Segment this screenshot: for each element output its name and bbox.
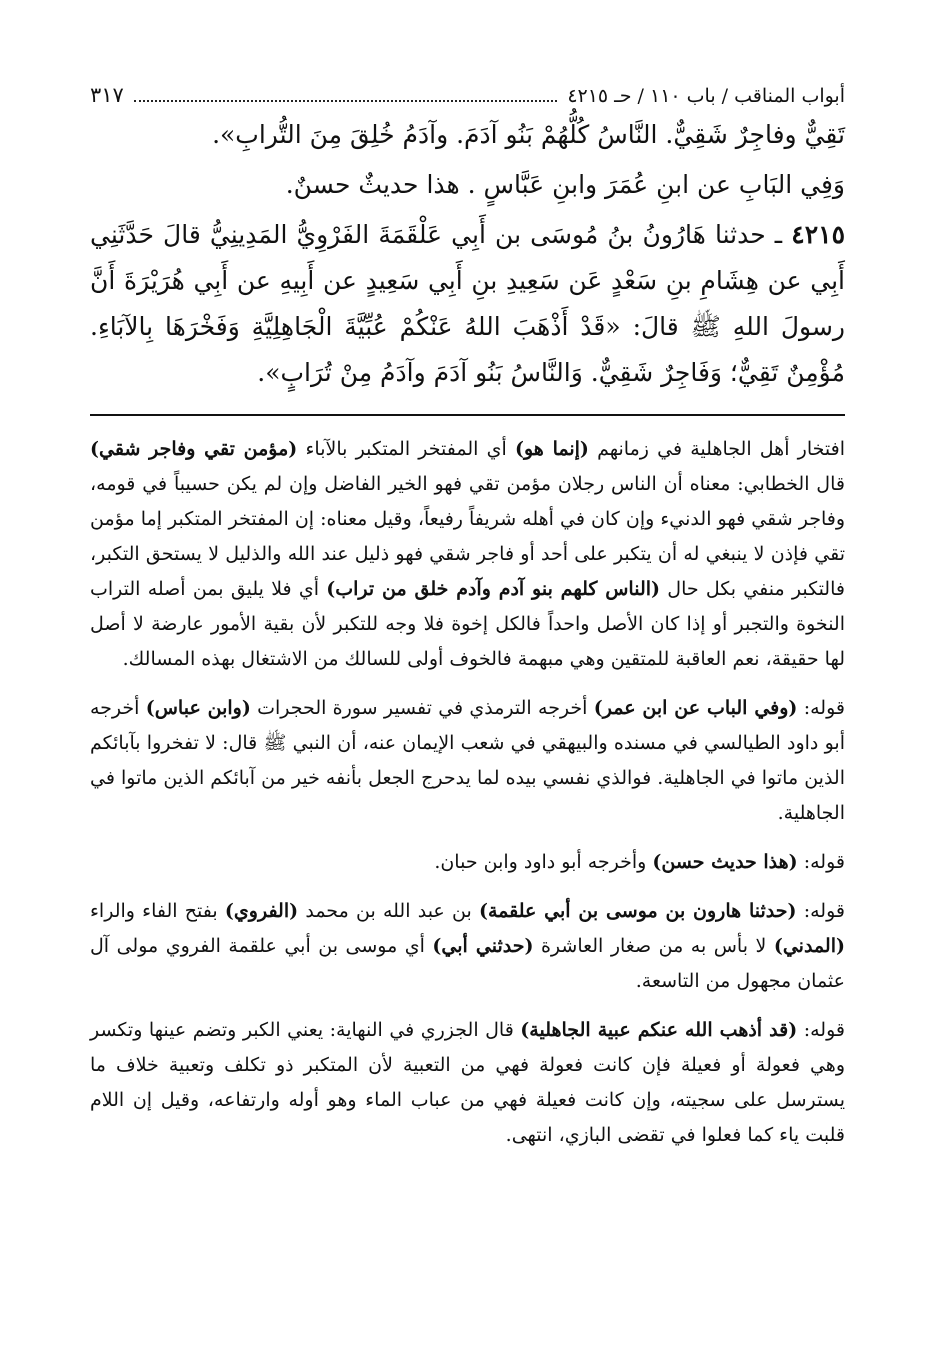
commentary-paragraph — [90, 691, 845, 831]
commentary-text: قوله: — [796, 900, 845, 922]
commentary-paragraph — [90, 845, 845, 880]
quoted-phrase: (قد أذهب الله عنكم عبية الجاهلية) — [520, 1019, 798, 1041]
hadith-4215 — [90, 212, 845, 396]
commentary-paragraph — [90, 1013, 845, 1153]
commentary-text: أخرجه الترمذي في تفسير سورة الحجرات — [250, 697, 594, 719]
hadith-text — [90, 112, 845, 396]
commentary-text: أي المفتخر المتكبر بالآباء — [297, 438, 515, 460]
page-header — [90, 80, 845, 112]
quoted-phrase: (مؤمن تقي وفاجر شقي) — [90, 438, 298, 460]
hadith-line-1: تَقِيٌّ وفاجِرٌ شَقِيٌّ. النَّاسُ كُلُّهُمْ بَنُو آدَمَ. وآدَمُ خُلِقَ مِنَ التُّرابِ». — [212, 120, 845, 149]
commentary-text: لا بأس به من صغار العاشرة — [533, 935, 774, 957]
quoted-phrase: (هذا حديث حسن) — [652, 851, 798, 873]
quoted-phrase: (وابن عباس) — [145, 697, 251, 719]
hadith-body: ـ حدثنا هَارُونُ بنُ مُوسَى بن أَبِي عَلْقَمَةَ الفَرْوِيُّ المَدِينِيُّ قالَ حَدَّثَنِي أَبِي عن هِشَامِ بنِ سَعْدٍ عَن سَعِيدِ بنِ أَبِي سَعِيدٍ عن أَبِيهِ عن أَبِي هُرَيْرَةَ أَنَّ رسولَ اللهِ ﷺ قالَ: «قَدْ أَذْهَبَ اللهُ عَنْكُمْ عُبِّيَّةَ الْجَاهِلِيَّةِ وَفَخْرَهَا بِالآبَاءِ. مُؤْمِنٌ تَقِيٌّ؛ وَفَاجِرٌ شَقِيٌّ. وَالنَّاسُ بَنُو آدَمَ وآدَمُ مِنْ تُرَابٍ». — [90, 220, 845, 387]
quoted-phrase: (حدثني أبي) — [432, 935, 534, 957]
commentary-text: قوله: — [797, 851, 845, 873]
commentary-text: قوله: — [797, 697, 845, 719]
hadith-number: ٤٢١٥ — [791, 220, 845, 249]
commentary-text: أخرجه أبو داود الطيالسي في مسنده والبيهقي في شعب الإيمان عنه، أن النبي ﷺ قال: لا تفخروا بآبائكم الذين ماتوا في الجاهلية. فوالذي نفسي بيده لما يدحرج الجعل بأنفه خير من آبائكم الذين ماتوا في الجاهلية. — [90, 697, 845, 824]
hadith-line-2: وَفِي البَابِ عن ابنِ عُمَرَ وابنِ عَبَّاسٍ . هذا حديثٌ حسنٌ. — [285, 170, 845, 199]
commentary-paragraph — [90, 432, 845, 677]
commentary-text: قال الخطابي: معناه أن الناس رجلان مؤمن تقي فهو الخير الفاضل وإن لم يكن حسيباً في قومه، وفاجر شقي فهو الدنيء وإن كان في أهله شريفاً رفيعاً، وقيل معناه: إن المفتخر المتكبر إما مؤمن تقي فإذن لا ينبغي له أن يتكبر على أحد أو فاجر شقي فهو ذليل عند الله والذليل لا يستحق التكبر، فالتكبر منفي بكل حال — [90, 473, 845, 600]
quoted-phrase: (الفروي) — [224, 900, 299, 922]
commentary-text: افتخار أهل الجاهلية في زمانهم — [588, 438, 845, 460]
commentary-section — [90, 432, 845, 1153]
quoted-phrase: (وفي الباب عن ابن عمر) — [593, 697, 798, 719]
commentary-text: بن عبد الله بن محمد — [298, 900, 479, 922]
page-number: ٣١٧ — [90, 83, 124, 107]
commentary-text: قوله: — [797, 1019, 845, 1041]
quoted-phrase: (حدثنا هارون بن موسى بن أبي علقمة) — [478, 900, 797, 922]
running-title: أبواب المناقب / باب ١١٠ / حـ ٤٢١٥ — [567, 85, 845, 107]
header-dot-leader — [134, 86, 557, 102]
commentary-text: وأخرجه أبو داود وابن حبان. — [434, 851, 653, 873]
quoted-phrase: (إنما هو) — [514, 438, 589, 460]
commentary-text: قال الجزري في النهاية: يعني الكبر وتضم عينها وتكسر وهي فعولة أو فعيلة فإن كانت فعولة فهي من التعبية لأن المتكبر ذو تكلف وتعبية خلاف ما يسترسل على سجيته، وإن كانت فعيلة فهي من عباب الماء وهو أوله وارتفاعه، وقيل إن اللام قلبت ياء كما فعلوا في تقضى البازي، انتهى. — [90, 1019, 845, 1146]
document-page — [90, 80, 845, 1167]
footnote-divider — [90, 414, 845, 416]
commentary-text: أي موسى بن أبي علقمة الفروي مولى آل عثمان مجهول من التاسعة. — [90, 935, 845, 992]
commentary-text: بفتح الفاء والراء — [90, 900, 225, 922]
commentary-text: أي فلا يليق بمن أصله التراب النخوة والتجبر أو إذا كان الأصل واحداً فالكل إخوة فلا وجه للتكبر لأن بقية الأمور عارضة لا أصل لها حقيقة، نعم العاقبة للمتقين وهي مبهمة فالخوف أولى للسالك من الاشتغال بهذه المسالك. — [90, 578, 845, 670]
quoted-phrase: (المدني) — [773, 935, 845, 957]
quoted-phrase: (الناس كلهم بنو آدم وآدم خلق من تراب) — [326, 578, 661, 600]
commentary-paragraph — [90, 894, 845, 999]
